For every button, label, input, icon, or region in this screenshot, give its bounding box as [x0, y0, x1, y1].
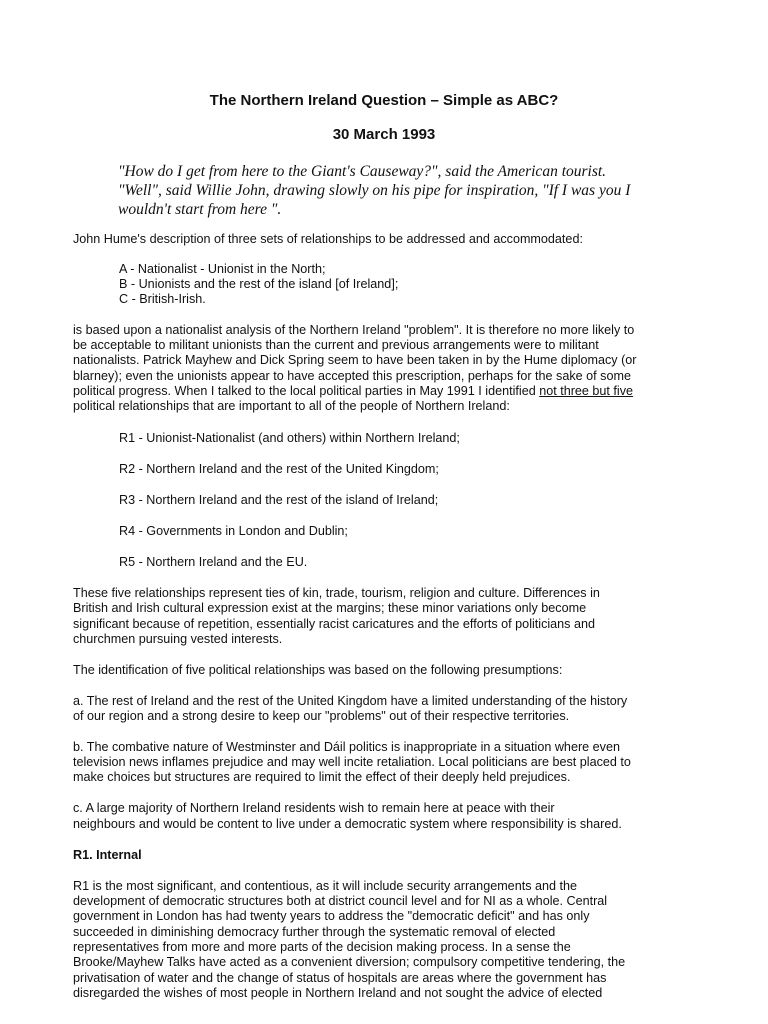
- paragraph-line: be acceptable to militant unionists than the current and previous arrangements were to militant: [73, 338, 599, 352]
- relationship-r2: R2 - Northern Ireland and the rest of the United Kingdom;: [119, 462, 439, 476]
- paragraph-line: These five relationships represent ties of kin, trade, tourism, religion and culture. Differences in: [73, 586, 600, 600]
- relationship-r3: R3 - Northern Ireland and the rest of the island of Ireland;: [119, 493, 439, 507]
- paragraph-line: [73, 384, 633, 399]
- paragraph-line: representatives from more and more parts of the decision making process. In a sense the: [73, 940, 571, 954]
- opening-quote: [118, 162, 678, 219]
- paragraph-line: nationalists. Patrick Mayhew and Dick Spring seem to have been taken in by the Hume diplomacy (or: [73, 353, 637, 367]
- paragraph-text: political progress. When I talked to the local political parties in May 1991 I identified: [73, 384, 540, 398]
- document-title: The Northern Ireland Question – Simple as ABC?: [209, 92, 559, 109]
- presumption-c-line: c. A large majority of Northern Ireland residents wish to remain here at peace with their: [73, 801, 555, 815]
- document-date: 30 March 1993: [332, 126, 436, 143]
- quote-line: "How do I get from here to the Giant's Causeway?", said the American tourist.: [118, 163, 607, 180]
- paragraph-line: disregarded the wishes of most people in Northern Ireland and not sought the advice of elected: [73, 986, 603, 1000]
- relationship-r4: R4 - Governments in London and Dublin;: [119, 524, 348, 538]
- relationship-r1: R1 - Unionist-Nationalist (and others) within Northern Ireland;: [119, 431, 460, 445]
- paragraph-line: blarney); even the unionists appear to have accepted this prescription, perhaps for the sake of some: [73, 369, 631, 383]
- underlined-phrase: not three but five: [539, 384, 634, 398]
- presumption-a-line: of our region and a strong desire to keep our "problems" out of their respective territories.: [73, 709, 570, 723]
- presumption-a-line: a. The rest of Ireland and the rest of the United Kingdom have a limited understanding of the history: [73, 694, 628, 708]
- relationship-r5: R5 - Northern Ireland and the EU.: [119, 555, 308, 569]
- paragraph-line: development of democratic structures both at district council level and for NI as a whole. Central: [73, 894, 608, 908]
- presumption-b-line: make choices but structures are required to limit the effect of their deeply held prejudices.: [73, 770, 571, 784]
- paragraph-line: The identification of five political relationships was based on the following presumptions:: [73, 663, 563, 677]
- paragraph-line: political relationships that are important to all of the people of Northern Ireland:: [73, 399, 510, 413]
- paragraph-line: significant because of repetition, essentially racist caricatures and the efforts of politicians and: [73, 617, 595, 631]
- paragraph-line: R1 is the most significant, and contentious, as it will include security arrangements and the: [73, 879, 578, 893]
- paragraph-line: British and Irish cultural expression exist at the margins; these minor variations only become: [73, 601, 587, 615]
- presumption-c-line: neighbours and would be content to live under a democratic system where responsibility is shared.: [73, 817, 622, 831]
- list-item-c: C - British-Irish.: [119, 292, 206, 306]
- paragraph-line: government in London has had twenty years to address the "democratic deficit" and has only: [73, 909, 590, 923]
- quote-line: wouldn't start from here ".: [118, 201, 282, 218]
- paragraph-line: is based upon a nationalist analysis of the Northern Ireland "problem". It is therefore no more likely to: [73, 323, 635, 337]
- list-item-b: B - Unionists and the rest of the island [of Ireland];: [119, 277, 399, 291]
- section-heading: R1. Internal: [73, 848, 142, 862]
- paragraph-line: Brooke/Mayhew Talks have acted as a convenient diversion; compulsory competitive tendering, the: [73, 955, 626, 969]
- paragraph-line: succeeded in diminishing democracy further through the systematic removal of elected: [73, 925, 556, 939]
- presumption-b-line: b. The combative nature of Westminster and Dáil politics is inappropriate in a situation where even: [73, 740, 620, 754]
- presumption-b-line: television news inflames prejudice and may well incite retaliation. Local politicians are best placed to: [73, 755, 631, 769]
- paragraph-line: privatisation of water and the change of status of hospitals are areas where the government has: [73, 971, 607, 985]
- list-item-a: A - Nationalist - Unionist in the North;: [119, 262, 326, 276]
- paragraph-line: churchmen pursuing vested interests.: [73, 632, 283, 646]
- quote-line: "Well", said Willie John, drawing slowly on his pipe for inspiration, "If I was you I: [118, 182, 631, 199]
- intro-paragraph: John Hume's description of three sets of relationships to be addressed and accommodated:: [73, 232, 583, 246]
